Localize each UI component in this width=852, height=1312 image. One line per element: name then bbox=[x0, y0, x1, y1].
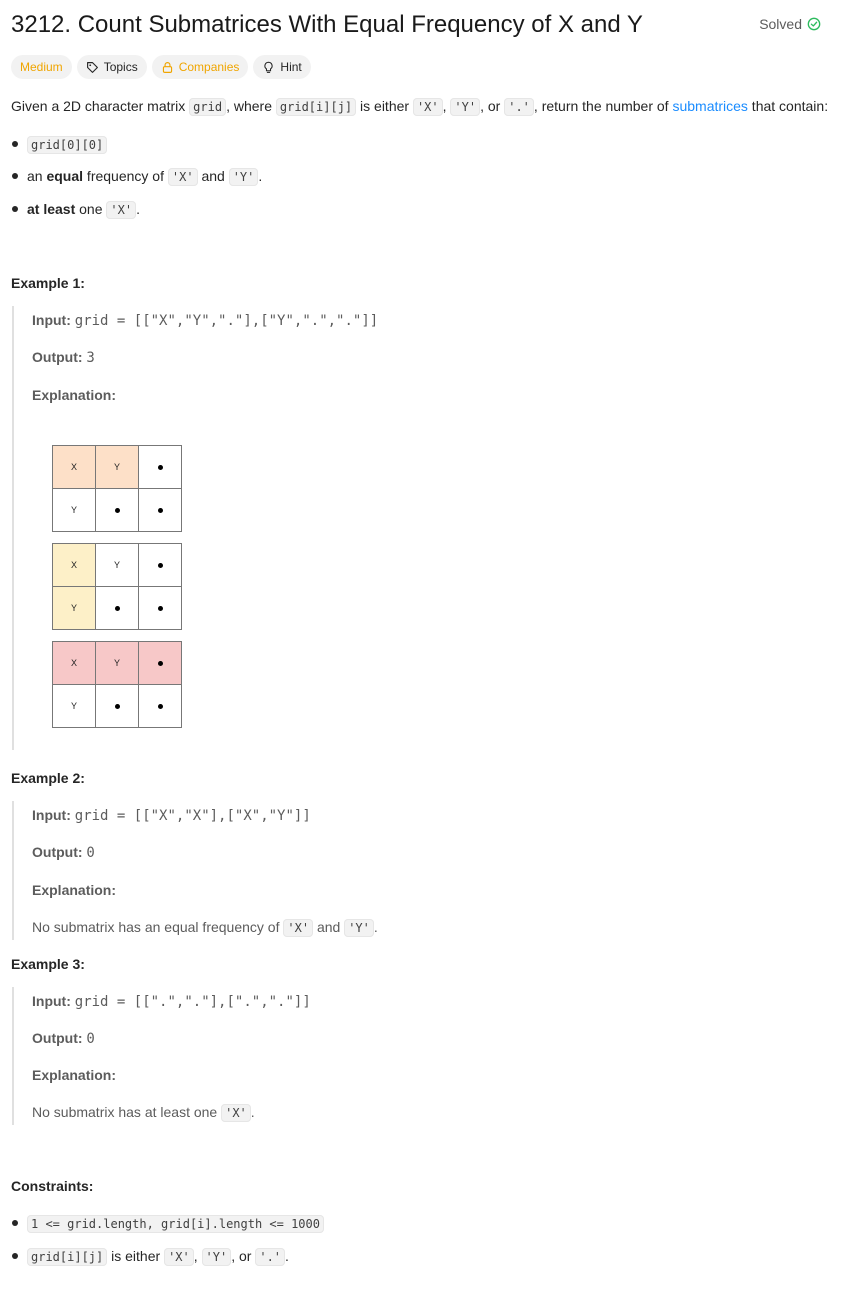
output-label: Output: bbox=[32, 844, 83, 860]
explanation-body: No submatrix has an equal frequency of bbox=[32, 919, 284, 935]
grid-cell bbox=[96, 587, 139, 630]
list-item bbox=[27, 199, 140, 220]
grid-cell bbox=[53, 489, 96, 532]
dot-icon bbox=[158, 704, 163, 709]
example-1-heading: Example 1: bbox=[11, 275, 85, 291]
explanation-label: Explanation: bbox=[32, 387, 117, 403]
example-3-block bbox=[12, 987, 812, 1125]
inline-code: 'X' bbox=[221, 1104, 251, 1122]
statement-text: , return the number of bbox=[533, 98, 673, 114]
tag-icon bbox=[86, 61, 99, 74]
explanation-grid-2 bbox=[52, 543, 182, 630]
inline-code: 'Y' bbox=[229, 168, 259, 186]
cell-letter: X bbox=[70, 560, 77, 570]
cell-letter: X bbox=[70, 462, 77, 472]
grid-cell bbox=[53, 685, 96, 728]
input-label: Input: bbox=[32, 993, 71, 1009]
list-text: is either bbox=[107, 1248, 165, 1264]
statement-text: Given a 2D character matrix bbox=[11, 98, 190, 114]
topics-label: Topics bbox=[103, 60, 138, 74]
statement-text: , where bbox=[226, 98, 276, 114]
example-input bbox=[32, 310, 378, 331]
cell-letter: Y bbox=[113, 658, 120, 668]
dot-icon bbox=[158, 563, 163, 568]
lock-icon bbox=[161, 61, 174, 74]
example-output bbox=[32, 347, 95, 368]
inline-code: 1 <= grid.length, grid[i].length <= 1000 bbox=[27, 1215, 324, 1233]
cell-letter: Y bbox=[70, 701, 77, 711]
list-text: frequency of bbox=[83, 168, 168, 184]
explanation-grid-1 bbox=[52, 445, 182, 532]
cell-letter: Y bbox=[113, 462, 120, 472]
difficulty-label: Medium bbox=[20, 60, 63, 74]
explanation-text bbox=[32, 1102, 255, 1123]
example-input bbox=[32, 991, 311, 1012]
problem-title: 3212. Count Submatrices With Equal Frequency of X and Y bbox=[11, 11, 643, 38]
explanation-text bbox=[32, 917, 378, 938]
output-value: 0 bbox=[86, 1031, 95, 1047]
input-label: Input: bbox=[32, 807, 71, 823]
companies-button[interactable] bbox=[152, 55, 249, 79]
inline-code: '.' bbox=[255, 1248, 285, 1266]
explanation-body: and bbox=[313, 919, 345, 935]
hint-button[interactable] bbox=[253, 55, 310, 79]
input-label: Input: bbox=[32, 312, 71, 328]
list-text: and bbox=[197, 168, 229, 184]
statement-text: , bbox=[442, 98, 451, 114]
dot-icon bbox=[115, 508, 120, 513]
grid-cell bbox=[139, 446, 182, 489]
inline-code: 'X' bbox=[283, 919, 313, 937]
strong-text: at least bbox=[27, 201, 76, 217]
grid-cell bbox=[139, 642, 182, 685]
explanation-body: . bbox=[250, 1104, 255, 1120]
grid-cell bbox=[96, 446, 139, 489]
example-output bbox=[32, 842, 95, 863]
inline-code: 'Y' bbox=[202, 1248, 232, 1266]
example-input bbox=[32, 805, 311, 826]
submatrices-link[interactable]: submatrices bbox=[672, 98, 748, 114]
companies-label: Companies bbox=[178, 60, 240, 74]
explanation-label: Explanation: bbox=[32, 882, 117, 898]
example-explanation bbox=[32, 880, 116, 900]
inline-code: 'X' bbox=[164, 1248, 194, 1266]
grid-cell bbox=[96, 642, 139, 685]
constraints-heading: Constraints: bbox=[11, 1178, 94, 1194]
inline-code: 'Y' bbox=[344, 919, 374, 937]
check-circle-icon bbox=[807, 17, 821, 31]
list-text: , bbox=[193, 1248, 202, 1264]
example-output bbox=[32, 1028, 95, 1049]
dot-icon bbox=[115, 606, 120, 611]
difficulty-badge bbox=[11, 55, 72, 79]
cell-letter: Y bbox=[70, 603, 77, 613]
list-text: an bbox=[27, 168, 47, 184]
cell-letter: Y bbox=[70, 505, 77, 515]
output-value: 0 bbox=[86, 845, 95, 861]
grid-cell bbox=[53, 544, 96, 587]
cell-letter: Y bbox=[113, 560, 120, 570]
lightbulb-icon bbox=[262, 61, 275, 74]
strong-text: equal bbox=[46, 168, 84, 184]
list-text: , or bbox=[231, 1248, 256, 1264]
list-item bbox=[27, 1246, 289, 1267]
tag-row bbox=[11, 55, 311, 79]
output-label: Output: bbox=[32, 349, 83, 365]
inline-code: 'Y' bbox=[450, 98, 480, 116]
grid-cell bbox=[139, 587, 182, 630]
dot-icon bbox=[158, 661, 163, 666]
hint-label: Hint bbox=[280, 60, 302, 74]
inline-code: grid[i][j] bbox=[276, 98, 356, 116]
explanation-grid-3 bbox=[52, 641, 182, 728]
inline-code: 'X' bbox=[413, 98, 443, 116]
list-item bbox=[27, 1213, 324, 1234]
solved-status bbox=[759, 14, 821, 34]
example-2-block bbox=[12, 801, 812, 940]
dot-icon bbox=[158, 465, 163, 470]
grid-cell bbox=[96, 489, 139, 532]
example-2-heading: Example 2: bbox=[11, 770, 85, 786]
example-3-heading: Example 3: bbox=[11, 956, 85, 972]
list-text: . bbox=[136, 201, 140, 217]
list-item bbox=[27, 134, 107, 155]
list-item bbox=[27, 166, 262, 187]
list-text: one bbox=[75, 201, 107, 217]
dot-icon bbox=[115, 704, 120, 709]
inline-code: grid bbox=[189, 98, 226, 116]
inline-code: 'X' bbox=[106, 201, 136, 219]
example-explanation bbox=[32, 385, 116, 405]
example-explanation bbox=[32, 1065, 116, 1085]
explanation-label: Explanation: bbox=[32, 1067, 117, 1083]
inline-code: grid[i][j] bbox=[27, 1248, 107, 1266]
grid-cell bbox=[139, 489, 182, 532]
list-text: . bbox=[285, 1248, 289, 1264]
dot-icon bbox=[158, 508, 163, 513]
output-value: 3 bbox=[86, 350, 95, 366]
grid-cell bbox=[139, 544, 182, 587]
grid-cell bbox=[53, 587, 96, 630]
grid-cell bbox=[53, 642, 96, 685]
dot-icon bbox=[158, 606, 163, 611]
input-value: grid = [[".","."],[".","."]] bbox=[74, 994, 311, 1010]
statement-text: is either bbox=[356, 98, 413, 114]
input-value: grid = [["X","Y","."],["Y",".","."]] bbox=[74, 313, 379, 329]
solved-label: Solved bbox=[759, 16, 802, 32]
inline-code: '.' bbox=[504, 98, 534, 116]
explanation-body: . bbox=[373, 919, 378, 935]
list-text: . bbox=[258, 168, 263, 184]
statement-text: , or bbox=[480, 98, 505, 114]
inline-code: grid[0][0] bbox=[27, 136, 107, 154]
grid-cell bbox=[139, 685, 182, 728]
input-value: grid = [["X","X"],["X","Y"]] bbox=[74, 808, 311, 824]
cell-letter: X bbox=[70, 658, 77, 668]
topics-button[interactable] bbox=[77, 55, 147, 79]
grid-cell bbox=[53, 446, 96, 489]
inline-code: 'X' bbox=[168, 168, 198, 186]
grid-cell bbox=[96, 544, 139, 587]
grid-cell bbox=[96, 685, 139, 728]
statement-text: that contain: bbox=[747, 98, 829, 114]
explanation-body: No submatrix has at least one bbox=[32, 1104, 222, 1120]
output-label: Output: bbox=[32, 1030, 83, 1046]
problem-statement bbox=[11, 96, 841, 117]
